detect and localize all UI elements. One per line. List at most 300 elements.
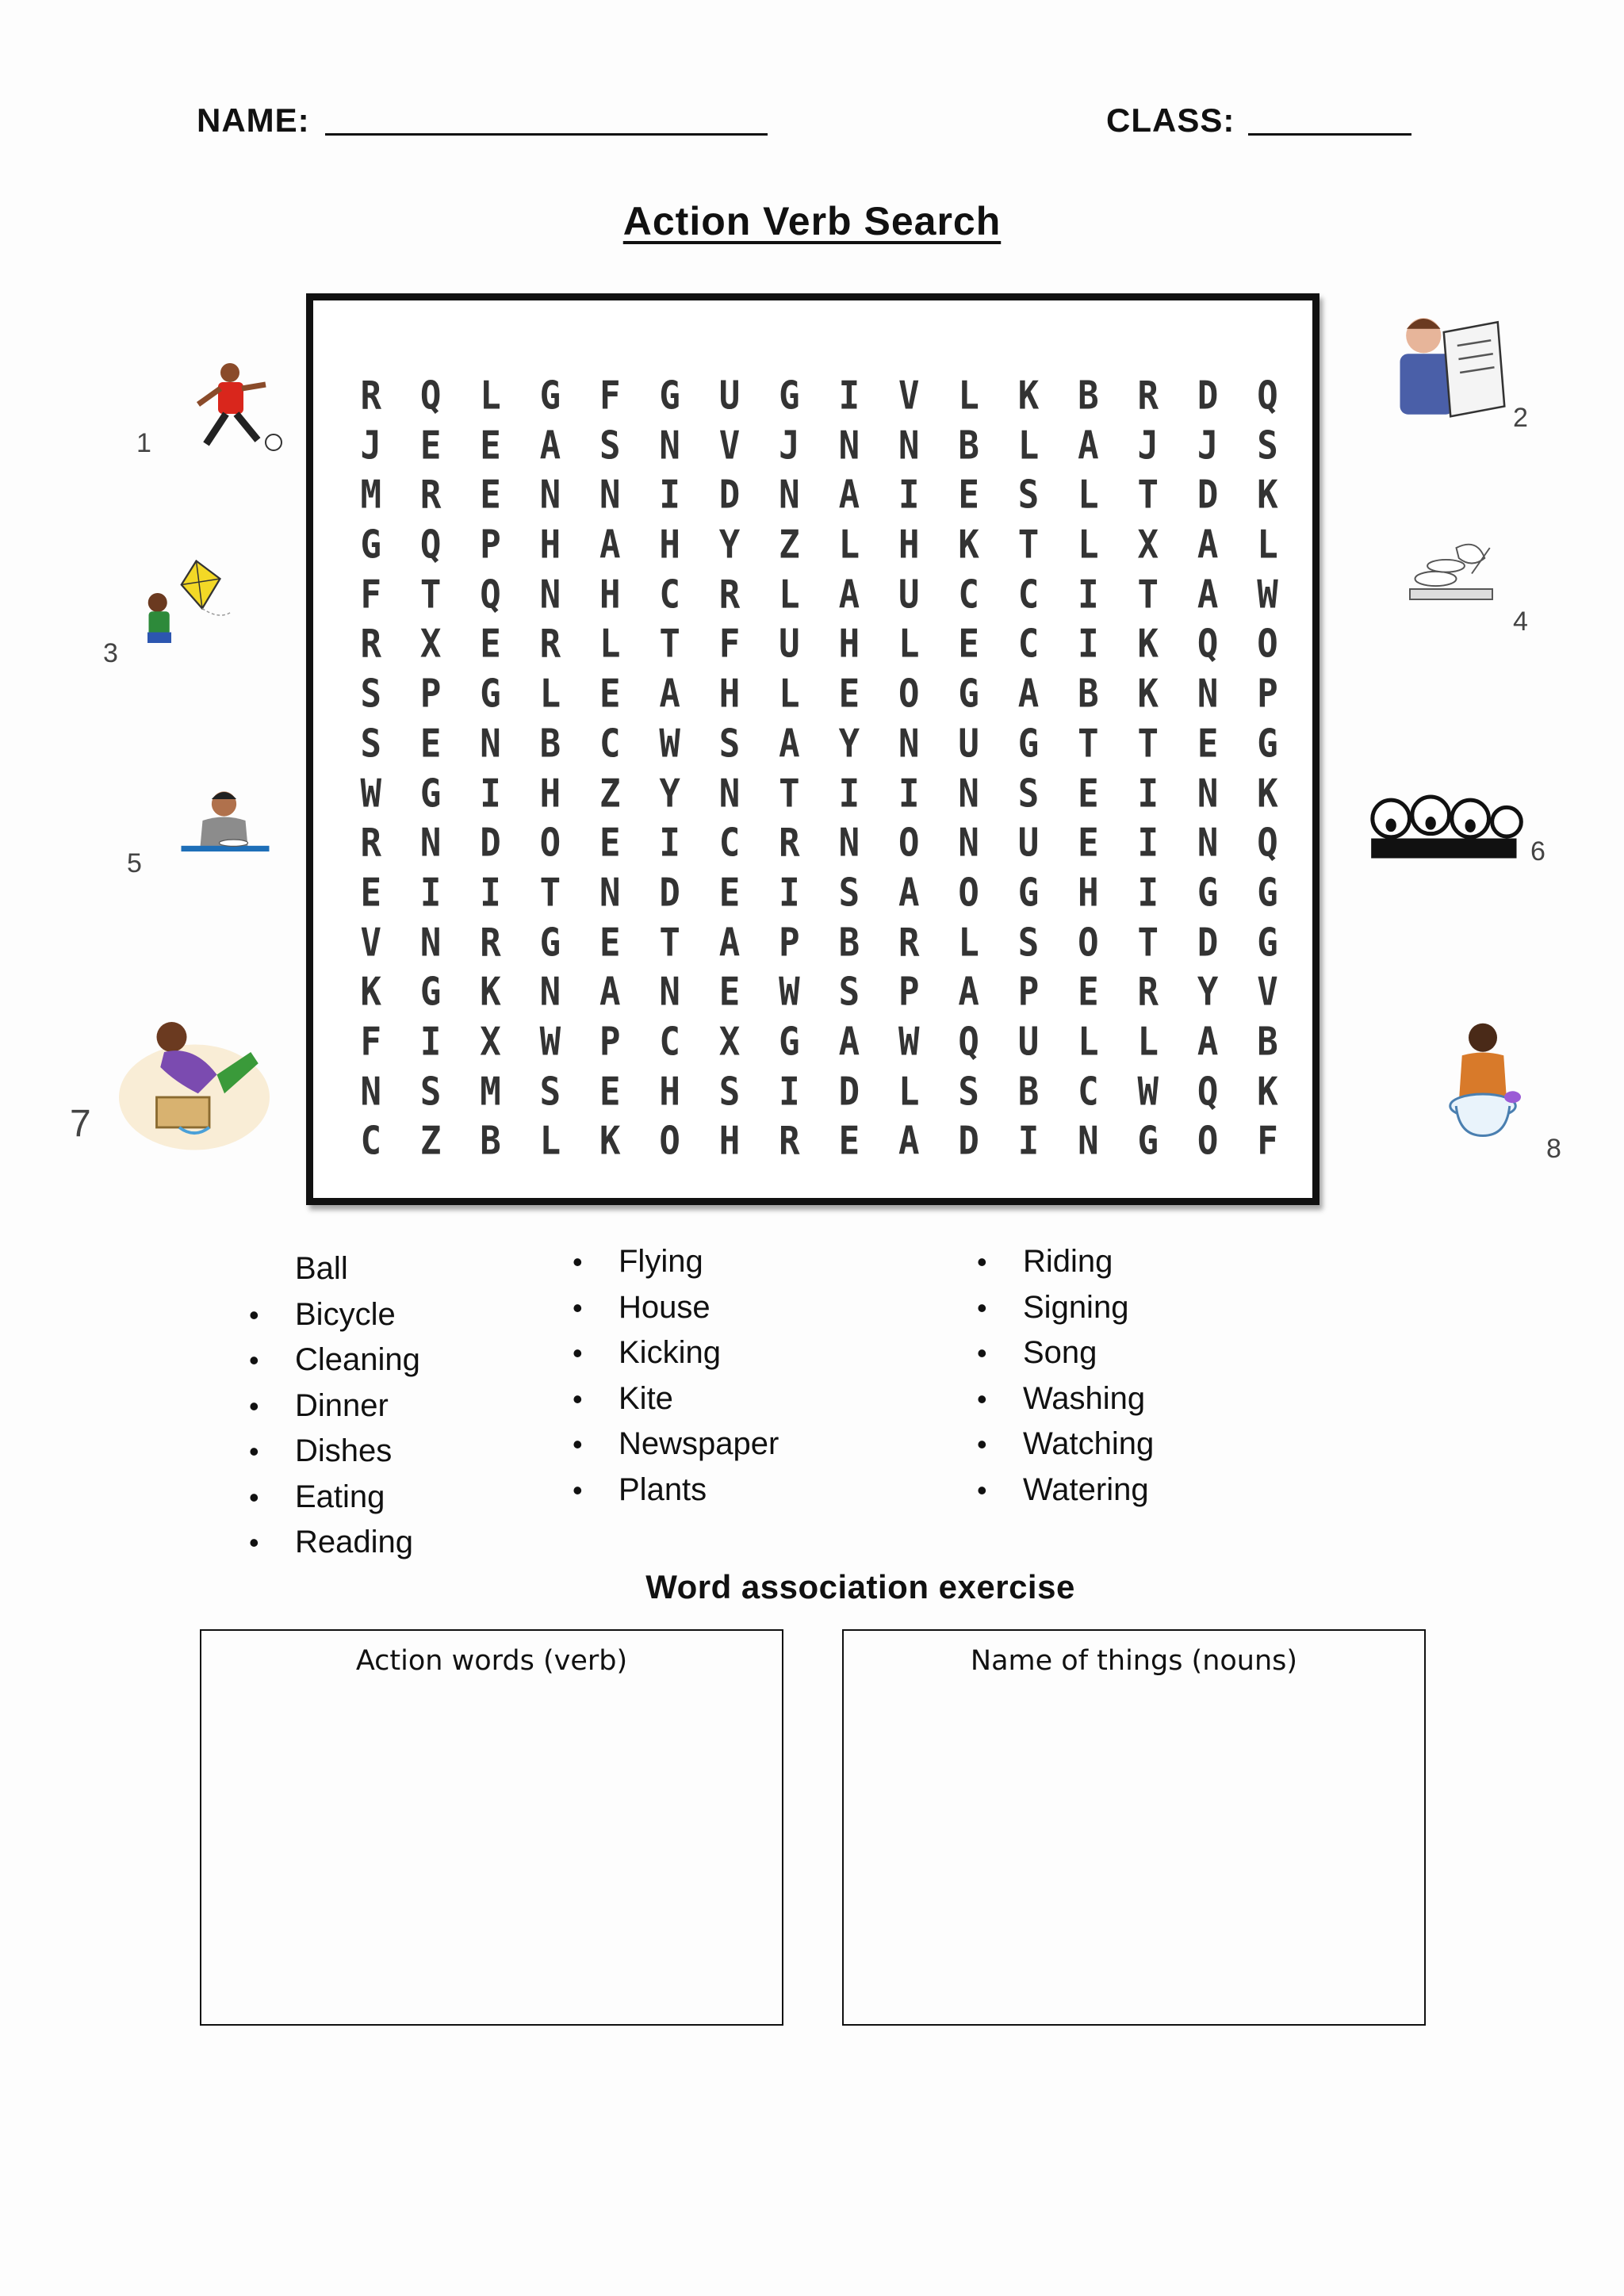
grid-letter[interactable]: J (1137, 423, 1159, 469)
grid-letter[interactable]: S (539, 1069, 561, 1115)
illustration-4 (1384, 527, 1519, 634)
grid-letter[interactable]: G (1257, 920, 1278, 966)
grid-letter[interactable]: N (898, 721, 920, 767)
word-label: Signing (1023, 1289, 1129, 1325)
grid-letter[interactable]: O (1078, 920, 1099, 966)
grid-letter[interactable]: N (480, 721, 501, 767)
grid-letter[interactable]: P (599, 1019, 621, 1065)
grid-letter[interactable]: C (659, 572, 680, 618)
grid-letter[interactable]: W (898, 1019, 920, 1065)
grid-letter[interactable]: Q (1197, 622, 1219, 668)
grid-letter[interactable]: I (419, 1019, 442, 1065)
word-label: Washing (1023, 1380, 1146, 1416)
grid-letter[interactable]: D (838, 1069, 860, 1115)
grid-letter[interactable]: F (1257, 1119, 1278, 1165)
grid-letter[interactable]: L (1257, 522, 1278, 568)
grid-letter[interactable]: D (718, 473, 741, 519)
grid-letter[interactable]: D (958, 1119, 979, 1165)
grid-letter[interactable]: K (1137, 622, 1159, 668)
grid-letter[interactable]: Z (599, 771, 621, 817)
grid-letter[interactable]: S (718, 721, 741, 767)
grid-letter[interactable]: K (1017, 373, 1040, 419)
grid-letter[interactable]: N (898, 423, 920, 469)
illustration-8 (1423, 1015, 1542, 1154)
grid-letter[interactable]: L (599, 622, 621, 668)
grid-letter[interactable]: E (599, 1069, 621, 1115)
grid-letter[interactable]: D (1197, 373, 1219, 419)
grid-letter[interactable]: L (1078, 473, 1099, 519)
grid-letter[interactable]: K (1257, 771, 1278, 817)
grid-letter[interactable]: O (1197, 1119, 1219, 1165)
grid-letter[interactable]: X (480, 1019, 501, 1065)
grid-letter[interactable]: U (779, 622, 800, 668)
grid-letter[interactable]: F (360, 572, 381, 618)
grid-letter[interactable]: N (659, 970, 680, 1016)
grid-letter[interactable]: T (1137, 920, 1159, 966)
grid-letter[interactable]: I (1137, 821, 1159, 867)
grid-letter[interactable]: U (958, 721, 979, 767)
grid-letter[interactable]: E (599, 671, 621, 718)
grid-letter[interactable]: N (539, 970, 561, 1016)
grid-letter[interactable]: T (659, 622, 680, 668)
grid-letter[interactable]: N (1197, 821, 1219, 867)
word-label: Bicycle (295, 1296, 396, 1332)
grid-letter[interactable]: O (539, 821, 561, 867)
grid-letter[interactable]: P (419, 671, 442, 718)
grid-letter[interactable]: V (718, 423, 741, 469)
grid-letter[interactable]: G (360, 522, 381, 568)
grid-letter[interactable]: W (1137, 1069, 1159, 1115)
grid-letter[interactable]: P (1257, 671, 1278, 718)
grid-letter[interactable]: N (958, 821, 979, 867)
grid-letter[interactable]: K (1137, 671, 1159, 718)
grid-letter[interactable]: B (1257, 1019, 1278, 1065)
grid-letter[interactable]: H (1078, 870, 1099, 916)
word-label: Dinner (295, 1387, 389, 1423)
grid-letter[interactable]: D (659, 870, 680, 916)
grid-letter[interactable]: L (480, 373, 501, 419)
illustration-number-3: 3 (103, 638, 118, 668)
word-label: House (619, 1289, 710, 1325)
illustration-2 (1376, 305, 1519, 444)
grid-letter[interactable]: G (779, 1019, 800, 1065)
grid-letter[interactable]: E (599, 920, 621, 966)
grid-letter[interactable]: I (659, 473, 680, 519)
grid-letter[interactable]: R (419, 473, 442, 519)
grid-letter[interactable]: E (958, 473, 979, 519)
grid-letter[interactable]: L (1137, 1019, 1159, 1065)
grid-letter[interactable]: B (838, 920, 860, 966)
list-item (295, 1246, 420, 1292)
grid-letter[interactable]: E (718, 870, 741, 916)
grid-letter[interactable]: K (360, 970, 381, 1016)
grid-letter[interactable]: T (1017, 522, 1040, 568)
list-item (977, 1239, 1154, 1285)
grid-letter[interactable]: I (898, 771, 920, 817)
grid-letter[interactable]: G (1257, 721, 1278, 767)
grid-letter[interactable]: A (718, 920, 741, 966)
grid-letter[interactable]: C (599, 721, 621, 767)
grid-letter[interactable]: Y (659, 771, 680, 817)
grid-letter[interactable]: E (958, 622, 979, 668)
grid-letter[interactable]: Z (419, 1119, 442, 1165)
grid-letter[interactable]: L (779, 671, 800, 718)
grid-letter[interactable]: R (718, 572, 741, 618)
grid-letter[interactable]: K (599, 1119, 621, 1165)
grid-letter[interactable]: T (659, 920, 680, 966)
grid-letter[interactable]: L (539, 1119, 561, 1165)
grid-letter[interactable]: Q (1257, 373, 1278, 419)
list-item (977, 1330, 1154, 1376)
cleaner-icon (103, 1007, 285, 1158)
grid-letter[interactable]: N (419, 920, 442, 966)
grid-letter[interactable]: Y (838, 721, 860, 767)
grid-letter[interactable]: H (539, 522, 561, 568)
grid-letter[interactable]: G (480, 671, 501, 718)
grid-letter[interactable]: B (1078, 373, 1099, 419)
grid-letter[interactable]: Q (419, 522, 442, 568)
grid-letter[interactable]: L (1078, 522, 1099, 568)
grid-letter[interactable]: T (1137, 473, 1159, 519)
grid-letter[interactable]: R (360, 821, 381, 867)
grid-letter[interactable]: Q (419, 373, 442, 419)
grid-letter[interactable]: V (360, 920, 381, 966)
grid-letter[interactable]: H (718, 671, 741, 718)
grid-letter[interactable]: C (1078, 1069, 1099, 1115)
grid-letter[interactable]: I (419, 870, 442, 916)
grid-letter[interactable]: E (599, 821, 621, 867)
bullet-icon: • (249, 1298, 259, 1331)
grid-letter[interactable]: X (718, 1019, 741, 1065)
grid-letter[interactable]: E (1197, 721, 1219, 767)
grid-letter[interactable]: A (898, 1119, 920, 1165)
grid-letter[interactable]: A (898, 870, 920, 916)
grid-letter[interactable]: A (838, 572, 860, 618)
grid-letter[interactable]: A (838, 1019, 860, 1065)
grid-letter[interactable]: M (480, 1069, 501, 1115)
name-field[interactable] (325, 133, 768, 136)
grid-letter[interactable]: H (838, 622, 860, 668)
grid-letter[interactable]: E (718, 970, 741, 1016)
grid-letter[interactable]: G (539, 373, 561, 419)
grid-letter[interactable]: E (419, 721, 442, 767)
grid-letter[interactable]: I (898, 473, 920, 519)
grid-letter[interactable]: F (360, 1019, 381, 1065)
verb-answer-box[interactable] (200, 1629, 783, 2026)
grid-letter[interactable]: C (360, 1119, 381, 1165)
grid-letter[interactable]: N (539, 473, 561, 519)
grid-letter[interactable]: A (838, 473, 860, 519)
grid-letter[interactable]: A (659, 671, 680, 718)
grid-letter[interactable]: S (718, 1069, 741, 1115)
grid-letter[interactable]: I (659, 821, 680, 867)
grid-letter[interactable]: E (480, 423, 501, 469)
grid-letter[interactable]: L (898, 1069, 920, 1115)
word-search-box (306, 293, 1320, 1205)
grid-letter[interactable]: N (419, 821, 442, 867)
grid-letter[interactable]: W (659, 721, 680, 767)
grid-letter[interactable]: S (419, 1069, 442, 1115)
grid-letter[interactable]: H (599, 572, 621, 618)
grid-letter[interactable]: W (360, 771, 381, 817)
grid-letter[interactable]: T (1137, 572, 1159, 618)
grid-letter[interactable]: I (1078, 572, 1099, 618)
grid-letter[interactable]: U (718, 373, 741, 419)
grid-letter[interactable]: I (1137, 771, 1159, 817)
grid-letter[interactable]: I (1078, 622, 1099, 668)
grid-letter[interactable]: R (1137, 373, 1159, 419)
grid-letter[interactable]: T (1078, 721, 1099, 767)
grid-letter[interactable]: P (898, 970, 920, 1016)
grid-letter[interactable]: K (958, 522, 979, 568)
class-field[interactable] (1248, 133, 1411, 136)
grid-letter[interactable]: D (480, 821, 501, 867)
word-label: Watching (1023, 1426, 1155, 1461)
grid-letter[interactable]: I (838, 771, 860, 817)
grid-letter[interactable]: H (718, 1119, 741, 1165)
word-label: Ball (295, 1251, 348, 1286)
grid-letter[interactable]: E (480, 622, 501, 668)
grid-letter[interactable]: L (898, 622, 920, 668)
grid-letter[interactable]: I (480, 771, 501, 817)
grid-letter[interactable]: B (480, 1119, 501, 1165)
grid-letter[interactable]: A (599, 522, 621, 568)
grid-letter[interactable]: O (659, 1119, 680, 1165)
grid-letter[interactable]: N (1197, 671, 1219, 718)
grid-letter[interactable]: K (480, 970, 501, 1016)
grid-letter[interactable]: E (1078, 970, 1099, 1016)
list-item (573, 1239, 779, 1285)
grid-letter[interactable]: E (480, 473, 501, 519)
bullet-icon: • (573, 1291, 583, 1324)
grid-letter[interactable]: H (659, 522, 680, 568)
grid-letter[interactable]: V (1257, 970, 1278, 1016)
grid-letter[interactable]: T (1137, 721, 1159, 767)
grid-letter[interactable]: B (1017, 1069, 1040, 1115)
grid-letter[interactable]: J (779, 423, 800, 469)
illustration-3 (119, 555, 262, 678)
grid-letter[interactable]: N (1197, 771, 1219, 817)
grid-letter[interactable]: E (1078, 771, 1099, 817)
grid-letter[interactable]: E (1078, 821, 1099, 867)
bullet-icon: • (573, 1246, 583, 1278)
grid-letter[interactable]: B (539, 721, 561, 767)
grid-letter[interactable]: G (1017, 721, 1040, 767)
grid-letter[interactable]: U (1017, 1019, 1040, 1065)
grid-letter[interactable]: V (898, 373, 920, 419)
grid-letter[interactable]: C (659, 1019, 680, 1065)
grid-letter[interactable]: A (779, 721, 800, 767)
bullet-icon: • (977, 1246, 987, 1278)
grid-letter[interactable]: G (1017, 870, 1040, 916)
bullet-icon: • (977, 1473, 987, 1506)
grid-letter[interactable]: K (1257, 1069, 1278, 1115)
grid-letter[interactable]: R (779, 1119, 800, 1165)
grid-letter[interactable]: S (360, 671, 381, 718)
grid-letter[interactable]: S (1017, 473, 1040, 519)
grid-letter[interactable]: G (419, 771, 442, 817)
grid-letter[interactable]: N (1078, 1119, 1099, 1165)
grid-letter[interactable]: I (1137, 870, 1159, 916)
grid-letter[interactable]: G (1257, 870, 1278, 916)
word-label: Flying (619, 1244, 703, 1279)
grid-letter[interactable]: F (599, 373, 621, 419)
grid-letter[interactable]: O (898, 821, 920, 867)
grid-letter[interactable]: S (838, 870, 860, 916)
grid-letter[interactable]: P (480, 522, 501, 568)
grid-letter[interactable]: X (419, 622, 442, 668)
grid-letter[interactable]: D (1197, 473, 1219, 519)
grid-letter[interactable]: L (958, 373, 979, 419)
grid-letter[interactable]: L (779, 572, 800, 618)
grid-letter[interactable]: Z (779, 522, 800, 568)
grid-letter[interactable]: R (539, 622, 561, 668)
grid-letter[interactable]: W (1257, 572, 1278, 618)
grid-letter[interactable]: Y (718, 522, 741, 568)
grid-letter[interactable]: Q (1257, 821, 1278, 867)
grid-letter[interactable]: N (958, 771, 979, 817)
grid-letter[interactable]: S (958, 1069, 979, 1115)
word-label: Newspaper (619, 1426, 779, 1461)
grid-letter[interactable]: I (838, 373, 860, 419)
grid-letter[interactable]: X (1137, 522, 1159, 568)
grid-letter[interactable]: D (1197, 920, 1219, 966)
grid-letter[interactable]: L (1078, 1019, 1099, 1065)
grid-letter[interactable]: N (539, 572, 561, 618)
grid-letter[interactable]: G (1137, 1119, 1159, 1165)
grid-letter[interactable]: H (898, 522, 920, 568)
grid-letter[interactable]: H (659, 1069, 680, 1115)
grid-letter[interactable]: W (539, 1019, 561, 1065)
grid-letter[interactable]: G (1197, 870, 1219, 916)
grid-letter[interactable]: J (1197, 423, 1219, 469)
grid-letter[interactable]: S (1017, 771, 1040, 817)
word-label: Kicking (619, 1335, 721, 1370)
grid-letter[interactable]: L (838, 522, 860, 568)
grid-letter[interactable]: C (958, 572, 979, 618)
bullet-icon: • (977, 1337, 987, 1369)
list-item (249, 1292, 420, 1338)
grid-letter[interactable]: J (360, 423, 381, 469)
grid-letter[interactable]: Y (1197, 970, 1219, 1016)
grid-letter[interactable]: R (779, 821, 800, 867)
grid-letter[interactable]: R (480, 920, 501, 966)
grid-letter[interactable]: A (1078, 423, 1099, 469)
grid-letter[interactable]: S (1257, 423, 1278, 469)
grid-letter[interactable]: N (718, 771, 741, 817)
grid-letter[interactable]: H (539, 771, 561, 817)
grid-letter[interactable]: O (1257, 622, 1278, 668)
grid-letter[interactable]: O (958, 870, 979, 916)
grid-letter[interactable]: N (599, 870, 621, 916)
grid-letter[interactable]: B (958, 423, 979, 469)
grid-letter[interactable]: K (1257, 473, 1278, 519)
grid-letter[interactable]: Q (480, 572, 501, 618)
grid-letter[interactable]: O (898, 671, 920, 718)
grid-letter[interactable]: T (779, 771, 800, 817)
grid-letter[interactable]: M (360, 473, 381, 519)
grid-letter[interactable]: N (838, 821, 860, 867)
bullet-icon: • (573, 1382, 583, 1415)
grid-letter[interactable]: C (1017, 572, 1040, 618)
grid-letter[interactable]: E (838, 1119, 860, 1165)
grid-letter[interactable]: E (419, 423, 442, 469)
grid-letter[interactable]: L (539, 671, 561, 718)
soccer-player-icon (151, 349, 309, 507)
grid-letter[interactable]: N (838, 423, 860, 469)
grid-letter[interactable]: A (1197, 1019, 1219, 1065)
grid-letter[interactable]: U (898, 572, 920, 618)
newspaper-reader-icon (1376, 305, 1519, 440)
grid-letter[interactable]: N (599, 473, 621, 519)
grid-letter[interactable]: L (958, 920, 979, 966)
grid-letter[interactable]: F (718, 622, 741, 668)
grid-letter[interactable]: A (958, 970, 979, 1016)
grid-letter[interactable]: N (659, 423, 680, 469)
noun-answer-box[interactable] (842, 1629, 1426, 2026)
grid-letter[interactable]: T (539, 870, 561, 916)
list-item (249, 1337, 420, 1383)
grid-letter[interactable]: E (838, 671, 860, 718)
grid-letter[interactable]: A (599, 970, 621, 1016)
word-label: Eating (295, 1479, 385, 1514)
grid-letter[interactable]: C (1017, 622, 1040, 668)
bullet-icon: • (977, 1428, 987, 1460)
grid-letter[interactable]: R (1137, 970, 1159, 1016)
grid-letter[interactable]: I (480, 870, 501, 916)
grid-letter[interactable]: R (360, 373, 381, 419)
grid-letter[interactable]: G (958, 671, 979, 718)
grid-letter[interactable]: A (1017, 671, 1040, 718)
grid-letter[interactable]: G (539, 920, 561, 966)
grid-letter[interactable]: P (779, 920, 800, 966)
grid-letter[interactable]: Q (958, 1019, 979, 1065)
grid-letter[interactable]: N (360, 1069, 381, 1115)
grid-letter[interactable]: S (1017, 920, 1040, 966)
grid-letter[interactable]: U (1017, 821, 1040, 867)
grid-letter[interactable]: Q (1197, 1069, 1219, 1115)
verb-box-label: Action words (verb) (355, 1645, 628, 1677)
grid-letter[interactable]: G (419, 970, 442, 1016)
grid-letter[interactable]: I (779, 870, 800, 916)
grid-letter[interactable]: W (779, 970, 800, 1016)
grid-letter[interactable]: R (360, 622, 381, 668)
kite-flyer-icon (119, 555, 262, 674)
bullet-icon: • (249, 1435, 259, 1468)
grid-letter[interactable]: R (898, 920, 920, 966)
grid-letter[interactable]: C (718, 821, 741, 867)
grid-letter[interactable]: S (599, 423, 621, 469)
grid-letter[interactable]: I (1017, 1119, 1040, 1165)
grid-letter[interactable]: E (360, 870, 381, 916)
grid-letter[interactable]: I (779, 1069, 800, 1115)
grid-letter[interactable]: N (779, 473, 800, 519)
grid-letter[interactable]: A (539, 423, 561, 469)
grid-letter[interactable]: L (1017, 423, 1040, 469)
grid-letter[interactable]: G (779, 373, 800, 419)
grid-letter[interactable]: B (1078, 671, 1099, 718)
bullet-icon: • (977, 1382, 987, 1415)
grid-letter[interactable]: S (360, 721, 381, 767)
grid-letter[interactable]: G (659, 373, 680, 419)
grid-letter[interactable]: P (1017, 970, 1040, 1016)
word-label: Dishes (295, 1433, 393, 1468)
grid-letter[interactable]: A (1197, 572, 1219, 618)
grid-letter[interactable]: T (419, 572, 442, 618)
illustration-number-1: 1 (136, 428, 151, 458)
grid-letter[interactable]: A (1197, 522, 1219, 568)
grid-letter[interactable]: S (838, 970, 860, 1016)
